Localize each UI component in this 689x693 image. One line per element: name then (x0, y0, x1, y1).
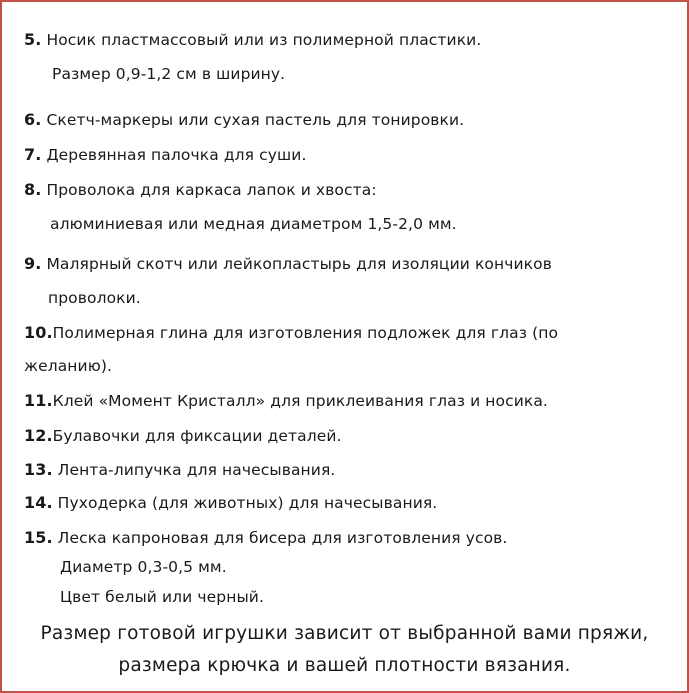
list-item-10 (24, 323, 558, 343)
footer-note-line-1: Размер готовой игрушки зависит от выбранной вами пряжи, (40, 623, 649, 644)
item-number: 5. (24, 30, 42, 49)
list-item-9 (24, 254, 552, 274)
item-number: 11. (24, 391, 53, 410)
list-item-7 (24, 145, 306, 165)
item-number: 8. (24, 180, 42, 199)
list-item-14 (24, 493, 437, 513)
item-text: Полимерная глина для изготовления подложек для глаз (по (52, 324, 559, 342)
item-text: Носик пластмассовый или из полимерной пластики. (41, 31, 482, 49)
list-item-8-continuation: алюминиевая или медная диаметром 1,5-2,0 мм. (50, 215, 457, 233)
item-number: 7. (24, 145, 42, 164)
item-text: Скетч-маркеры или сухая пастель для тонировки. (41, 111, 465, 129)
item-text: Малярный скотч или лейкопластырь для изоляции кончиков (41, 255, 552, 273)
list-item-8 (24, 180, 377, 200)
item-text: Пуходерка (для животных) для начесывания. (52, 494, 438, 512)
list-item-6 (24, 110, 464, 130)
list-item-12 (24, 426, 342, 446)
item-text: Лента-липучка для начесывания. (52, 461, 336, 479)
list-item-15 (24, 528, 507, 548)
item-number: 15. (24, 528, 53, 547)
item-number: 9. (24, 254, 42, 273)
footer-note-line-2: размера крючка и вашей плотности вязания. (118, 655, 571, 676)
list-item-15-continuation-1: Диаметр 0,3-0,5 мм. (60, 558, 227, 576)
item-number: 14. (24, 493, 53, 512)
item-number: 13. (24, 460, 53, 479)
item-number: 12. (24, 426, 53, 445)
list-item-5 (24, 30, 481, 50)
item-text: Проволока для каркаса лапок и хвоста: (41, 181, 377, 199)
list-item-9-continuation: проволоки. (48, 289, 141, 307)
list-item-13 (24, 460, 335, 480)
item-number: 10. (24, 323, 53, 342)
item-text: Клей «Момент Кристалл» для приклеивания глаз и носика. (52, 392, 548, 410)
item-text: Леска капроновая для бисера для изготовления усов. (52, 529, 508, 547)
item-text: Деревянная палочка для суши. (41, 146, 307, 164)
list-item-11 (24, 391, 548, 411)
list-item-10-continuation: желанию). (24, 357, 113, 375)
list-item-15-continuation-2: Цвет белый или черный. (60, 588, 264, 606)
item-number: 6. (24, 110, 42, 129)
list-item-5-continuation: Размер 0,9-1,2 см в ширину. (52, 65, 286, 83)
item-text: Булавочки для фиксации деталей. (52, 427, 342, 445)
